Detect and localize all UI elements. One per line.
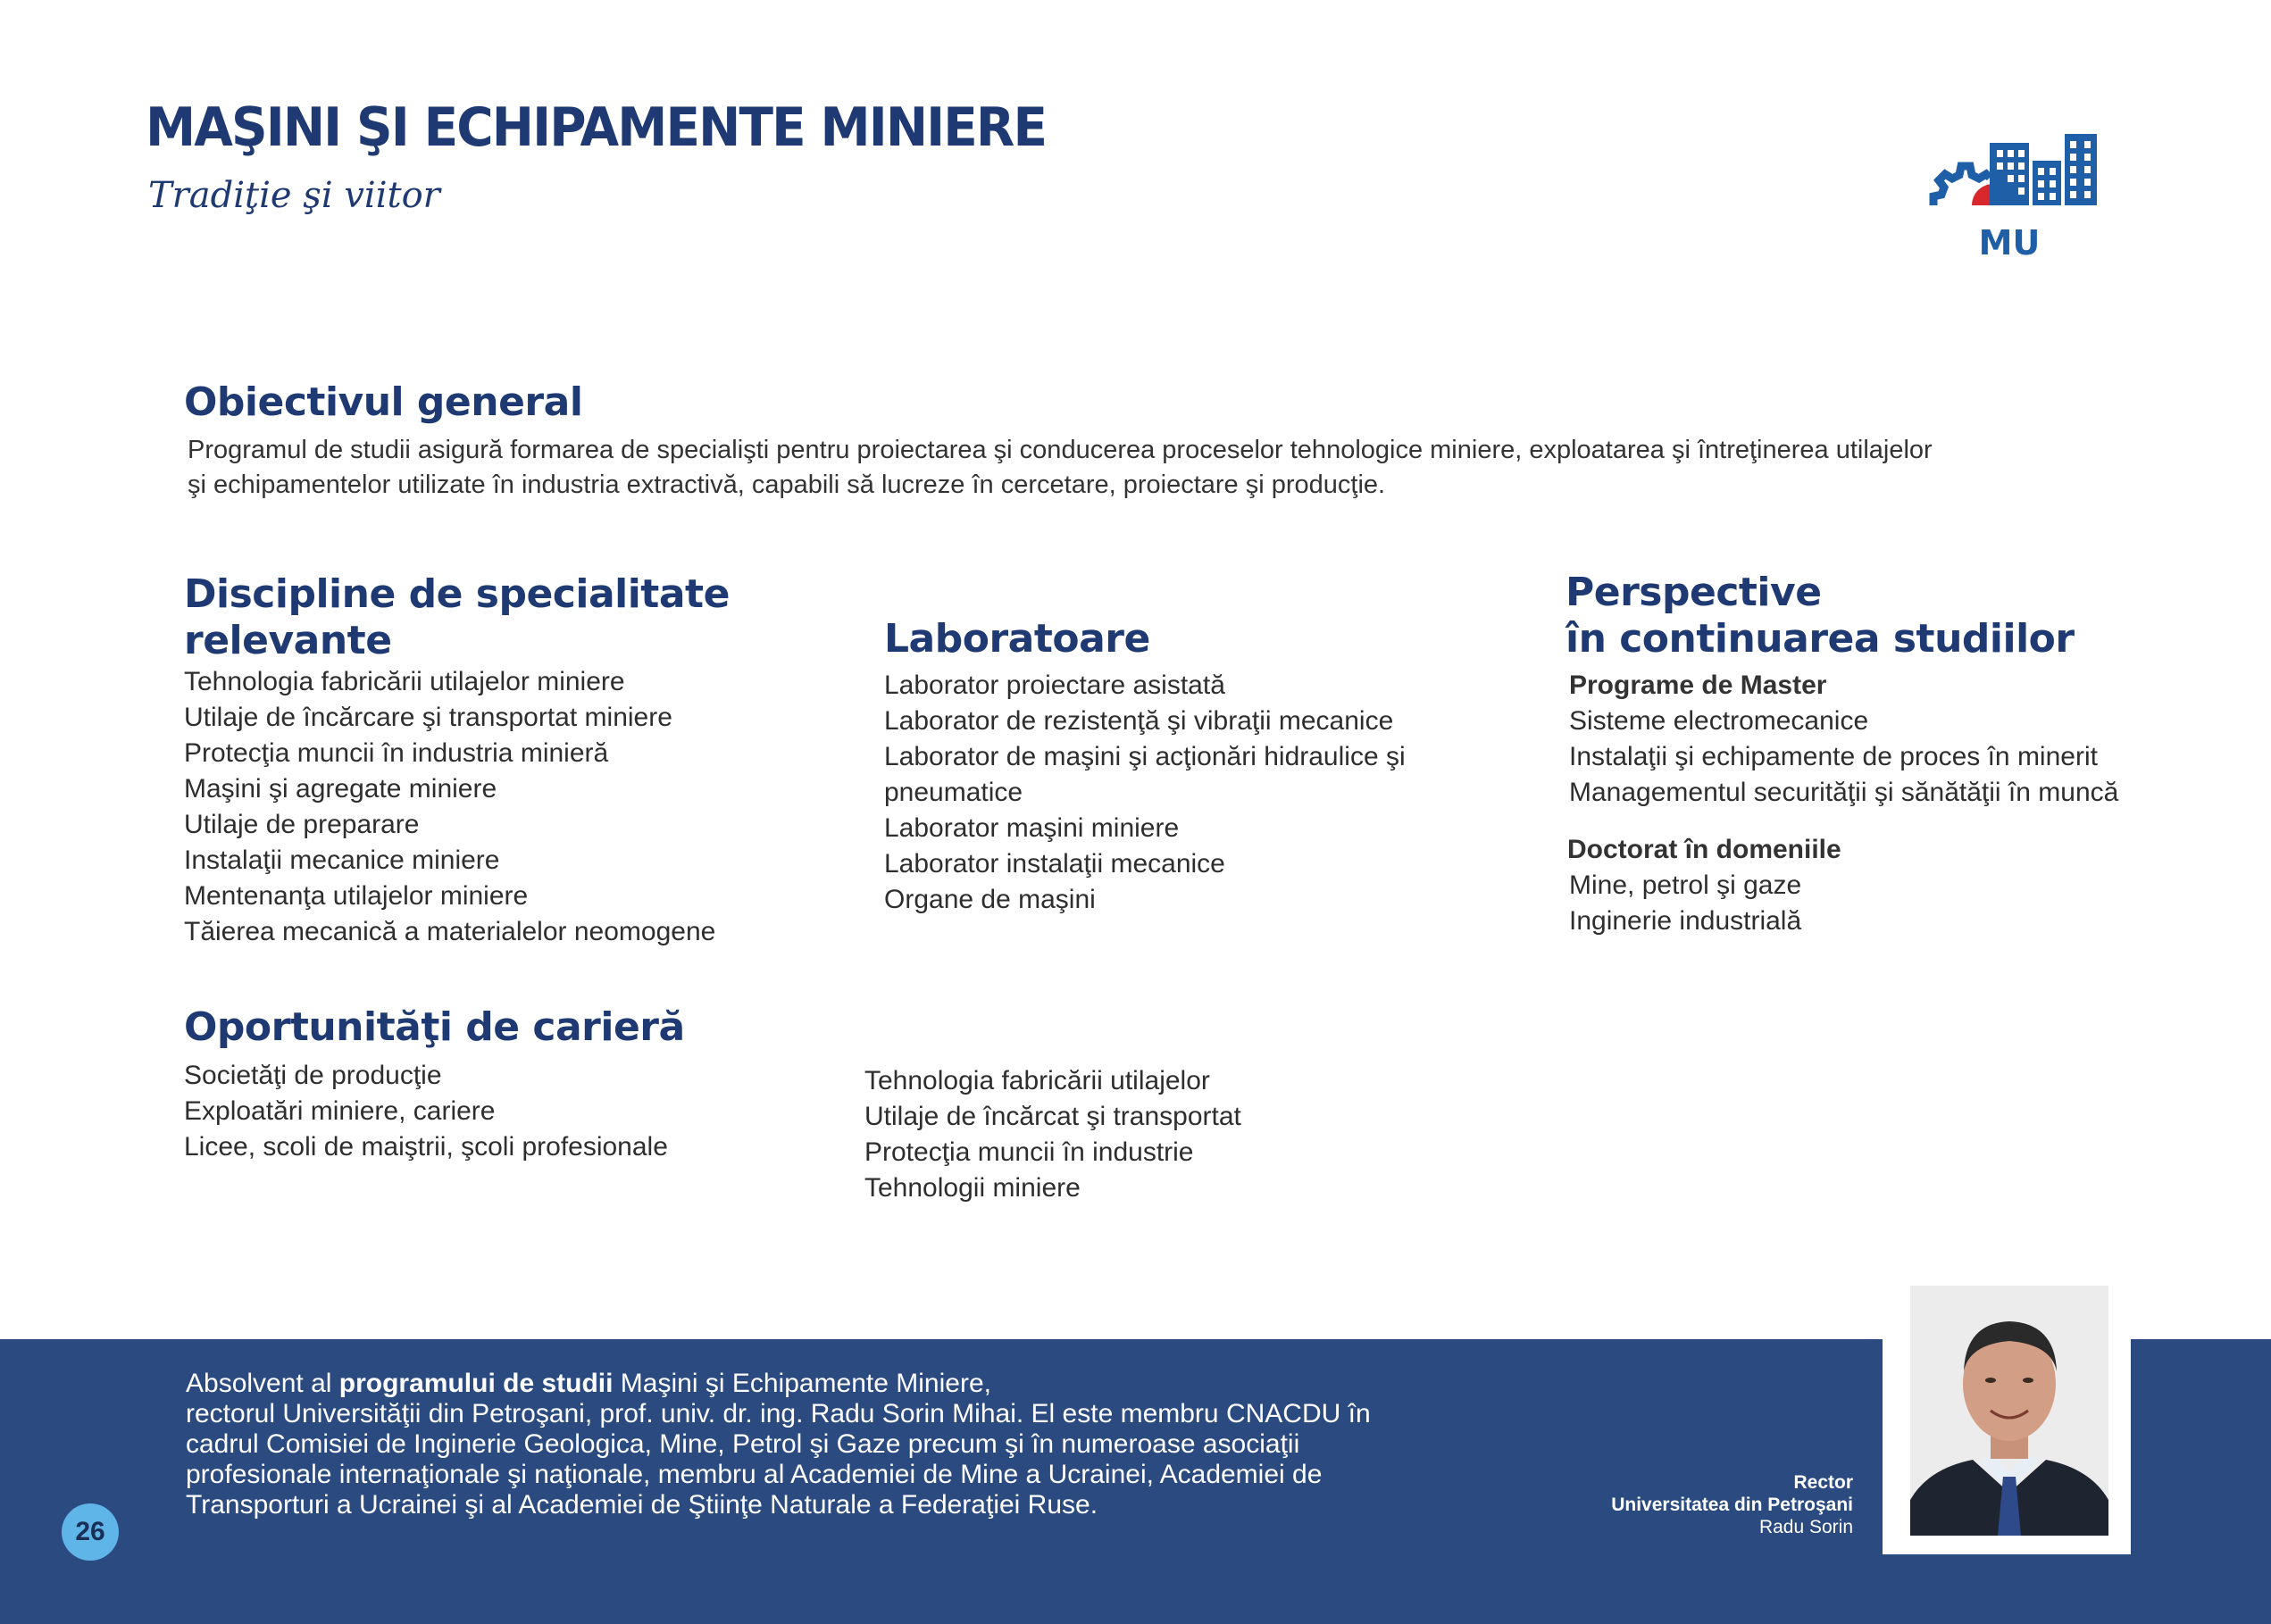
bio-line-3: cadrul Comisiei de Inginerie Geologica, Mine, Petrol şi Gaze precum şi în numeroase asociaţii [186,1429,1300,1459]
bio-line-2: rectorul Universităţii din Petroşani, prof. univ. dr. ing. Radu Sorin Mihai. El este membru CNACDU în [186,1399,1371,1428]
bio-line-4: profesionale internaţionale şi naţionale, membru al Academiei de Mine a Ucrainei, Academiei de [186,1460,1323,1489]
university-logo [1920,123,2099,266]
photo-caption [1611,1471,1853,1538]
doctorate-label: Doctorat în domeniile [1567,835,1841,864]
list-item: Laborator instalaţii mecanice [884,849,1225,879]
disciplines-list [184,664,809,950]
list-item: Tehnologia fabricării utilajelor miniere [184,667,625,696]
alumni-bio [186,1369,1418,1520]
objective-heading: Obiectivul general [184,379,583,425]
career-heading: Oportunităţi de carieră [184,1004,685,1050]
list-item: Laborator de rezistenţă şi vibraţii mecanice [884,706,1394,736]
caption-institution: Universitatea din Petroşani [1611,1495,1853,1515]
page-title: MAŞINI ŞI ECHIPAMENTE MINIERE [146,96,1047,159]
gear-buildings-icon [1920,123,2099,221]
caption-role: Rector [1793,1472,1853,1493]
rector-photo-frame [1883,1272,2131,1554]
labs-heading: Laboratoare [884,616,1150,662]
caption-name: Radu Sorin [1758,1517,1853,1537]
master-programs-label: Programe de Master [1569,670,1827,700]
master-programs-list [1569,704,2244,811]
list-item: Sisteme electromecanice [1569,706,1869,736]
career-list-right [864,1063,1241,1206]
objective-text [188,433,2152,503]
list-item: Utilaje de preparare [184,810,420,839]
objective-line-1: Programul de studii asigură formarea de specialişti pentru proiectarea şi conducerea proceselor tehnologice miniere, exploatarea şi întreţinerea utilajelor [188,436,1933,464]
list-item: Laborator de maşini şi acţionări hidraulice şi pneumatice [884,742,1406,807]
disciplines-heading-line-1: Discipline de specialitate [184,571,730,617]
disciplines-section [184,571,809,950]
list-item: Maşini şi agregate miniere [184,774,497,804]
perspective-section [1565,570,2244,939]
list-item: Mentenanţa utilajelor miniere [184,881,529,911]
list-item: Inginerie industrială [1569,906,1802,936]
bio-prefix: Absolvent al [186,1369,339,1398]
doctorate-list [1569,868,2244,939]
list-item: Managementul securităţii şi sănătăţii în muncă [1569,778,2119,807]
list-item: Instalaţii mecanice miniere [184,845,500,875]
logo-text: MU [1978,223,2041,262]
perspective-heading-line-2: în continuarea studiilor [1565,616,2075,662]
disciplines-heading-line-2: relevante [184,618,392,663]
bio-line-1-rest: Maşini şi Echipamente Miniere, [613,1369,991,1398]
list-item: Protecţia muncii în industrie [864,1137,1194,1167]
bio-line-1 [186,1369,1418,1399]
rector-photo [1910,1286,2108,1536]
list-item: Utilaje de încărcat şi transportat [864,1102,1241,1131]
list-item: Laborator maşini miniere [884,813,1180,843]
list-item: Instalaţii şi echipamente de proces în minerit [1569,742,2098,771]
list-item: Organe de maşini [884,885,1096,914]
career-list-left [184,1058,668,1165]
bio-line-5: Transporturi a Ucrainei şi al Academiei de Ştiinţe Naturale a Federaţiei Ruse. [186,1490,1098,1520]
portrait-icon [1910,1286,2108,1536]
list-item: Societăţi de producţie [184,1061,442,1090]
list-item: Mine, petrol şi gaze [1569,870,1802,900]
list-item: Utilaje de încărcare şi transportat miniere [184,703,672,732]
list-item: Exploatări miniere, cariere [184,1096,496,1126]
list-item: Laborator proiectare asistată [884,670,1225,700]
list-item: Tehnologii miniere [864,1173,1081,1203]
labs-section [884,616,1456,918]
bio-bold: programului de studii [338,1369,614,1398]
list-item: Tehnologia fabricării utilajelor [864,1066,1210,1095]
page-subtitle: Tradiţie şi viitor [148,175,440,216]
list-item: Licee, scoli de maiştrii, şcoli profesionale [184,1132,668,1162]
perspective-heading-line-1: Perspective [1565,570,1822,615]
list-item: Tăierea mecanică a materialelor neomogene [184,917,716,946]
labs-list [884,668,1456,918]
page-number-badge: 26 [62,1503,119,1561]
objective-line-2: şi echipamentelor utilizate în industria extractivă, capabili să lucreze în cercetare, proiectare şi producţie. [188,471,1386,499]
list-item: Protecţia muncii în industria minieră [184,738,609,768]
